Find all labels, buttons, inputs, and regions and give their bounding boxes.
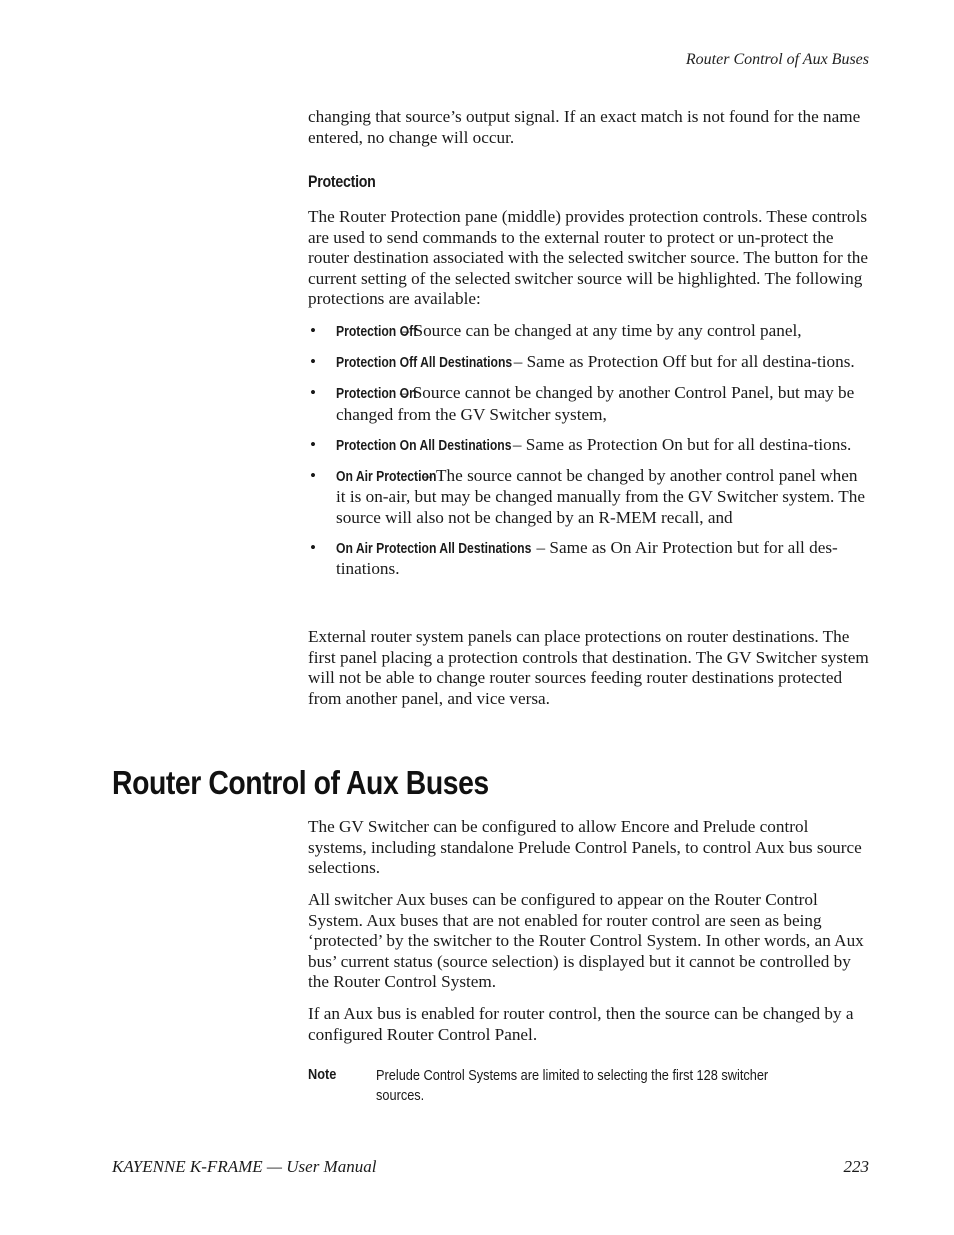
list-item: [308, 352, 870, 374]
note-label: Note: [308, 1066, 337, 1083]
section-paragraph-2: All switcher Aux buses can be configured to appear on the Router Control System. Aux buses that are not enabled for router control are seen as being ‘protected’ by the switcher to the Router Control System. In other words, an Aux bus’ current status (source selection) is displayed but it cannot be controlled by the Router Control System.: [308, 890, 864, 991]
bullet-icon: •: [310, 434, 317, 454]
note-text: Prelude Control Systems are limited to selecting the first 128 switcher sources.: [376, 1068, 769, 1104]
section-paragraph-3: If an Aux bus is enabled for router control, then the source can be changed by a configured Router Control Panel.: [308, 1004, 854, 1044]
list-item-term: Protection Off All Destinations: [336, 355, 513, 371]
continuation-paragraph: changing that source’s output signal. If an exact match is not found for the name entered, no change will occur.: [308, 107, 861, 147]
list-item: [308, 321, 870, 343]
protection-list: [308, 321, 870, 589]
list-item-text: – The source cannot be changed by another control panel when it is on-air, but may be changed manually from the GV Switcher system. The source will also not be changed by an R-MEM recall, and: [336, 465, 865, 527]
bullet-icon: •: [310, 352, 317, 371]
list-item-term: Protection Off: [336, 324, 418, 340]
list-item-text: – Same as Protection Off but for all destina-tions.: [513, 352, 855, 371]
protection-outro-paragraph: External router system panels can place protections on router destinations. The first panel placing a protection controls that destination. The GV Switcher system will not be able to change router sources feeding router destinations protected from another panel, and vice versa.: [308, 627, 869, 708]
list-item-term: Protection On All Destinations: [336, 437, 512, 454]
list-item: [308, 383, 870, 425]
list-item-text: – Same as Protection On but for all destina-tions.: [512, 434, 852, 454]
bullet-icon: •: [310, 321, 317, 340]
list-item: [308, 538, 870, 580]
list-item-text: – Source can be changed at any time by any control panel,: [400, 321, 802, 340]
list-item: [308, 435, 870, 457]
bullet-icon: •: [310, 537, 317, 557]
list-item-term: On Air Protection: [336, 468, 437, 485]
protection-intro-paragraph: The Router Protection pane (middle) provides protection controls. These controls are used to send commands to the external router to protect or un-protect the router destination associated with the selected switcher source. The button for the current setting of the selected switcher source will be highlighted. The following protections are available:: [308, 207, 869, 308]
bullet-icon: •: [310, 465, 317, 485]
footer-title: KAYENNE K-FRAME — User Manual: [112, 1157, 377, 1176]
section-heading: Router Control of Aux Buses: [112, 764, 489, 801]
list-item-term: Protection On: [336, 386, 417, 402]
list-item-term: On Air Protection All Destinations: [336, 540, 532, 557]
page-number: 223: [843, 1157, 869, 1176]
running-header: Router Control of Aux Buses: [685, 51, 869, 68]
list-item: [308, 466, 870, 529]
protection-heading: Protection: [308, 173, 376, 191]
list-item-text: – Same as On Air Protection but for all des-tinations.: [336, 537, 838, 578]
list-item-text: – Source cannot be changed by another Control Panel, but may be changed from the GV Switcher system,: [336, 383, 855, 424]
section-paragraph-1: The GV Switcher can be configured to allow Encore and Prelude control systems, including standalone Prelude Control Panels, to control Aux bus source selections.: [308, 817, 862, 877]
bullet-icon: •: [310, 383, 317, 402]
